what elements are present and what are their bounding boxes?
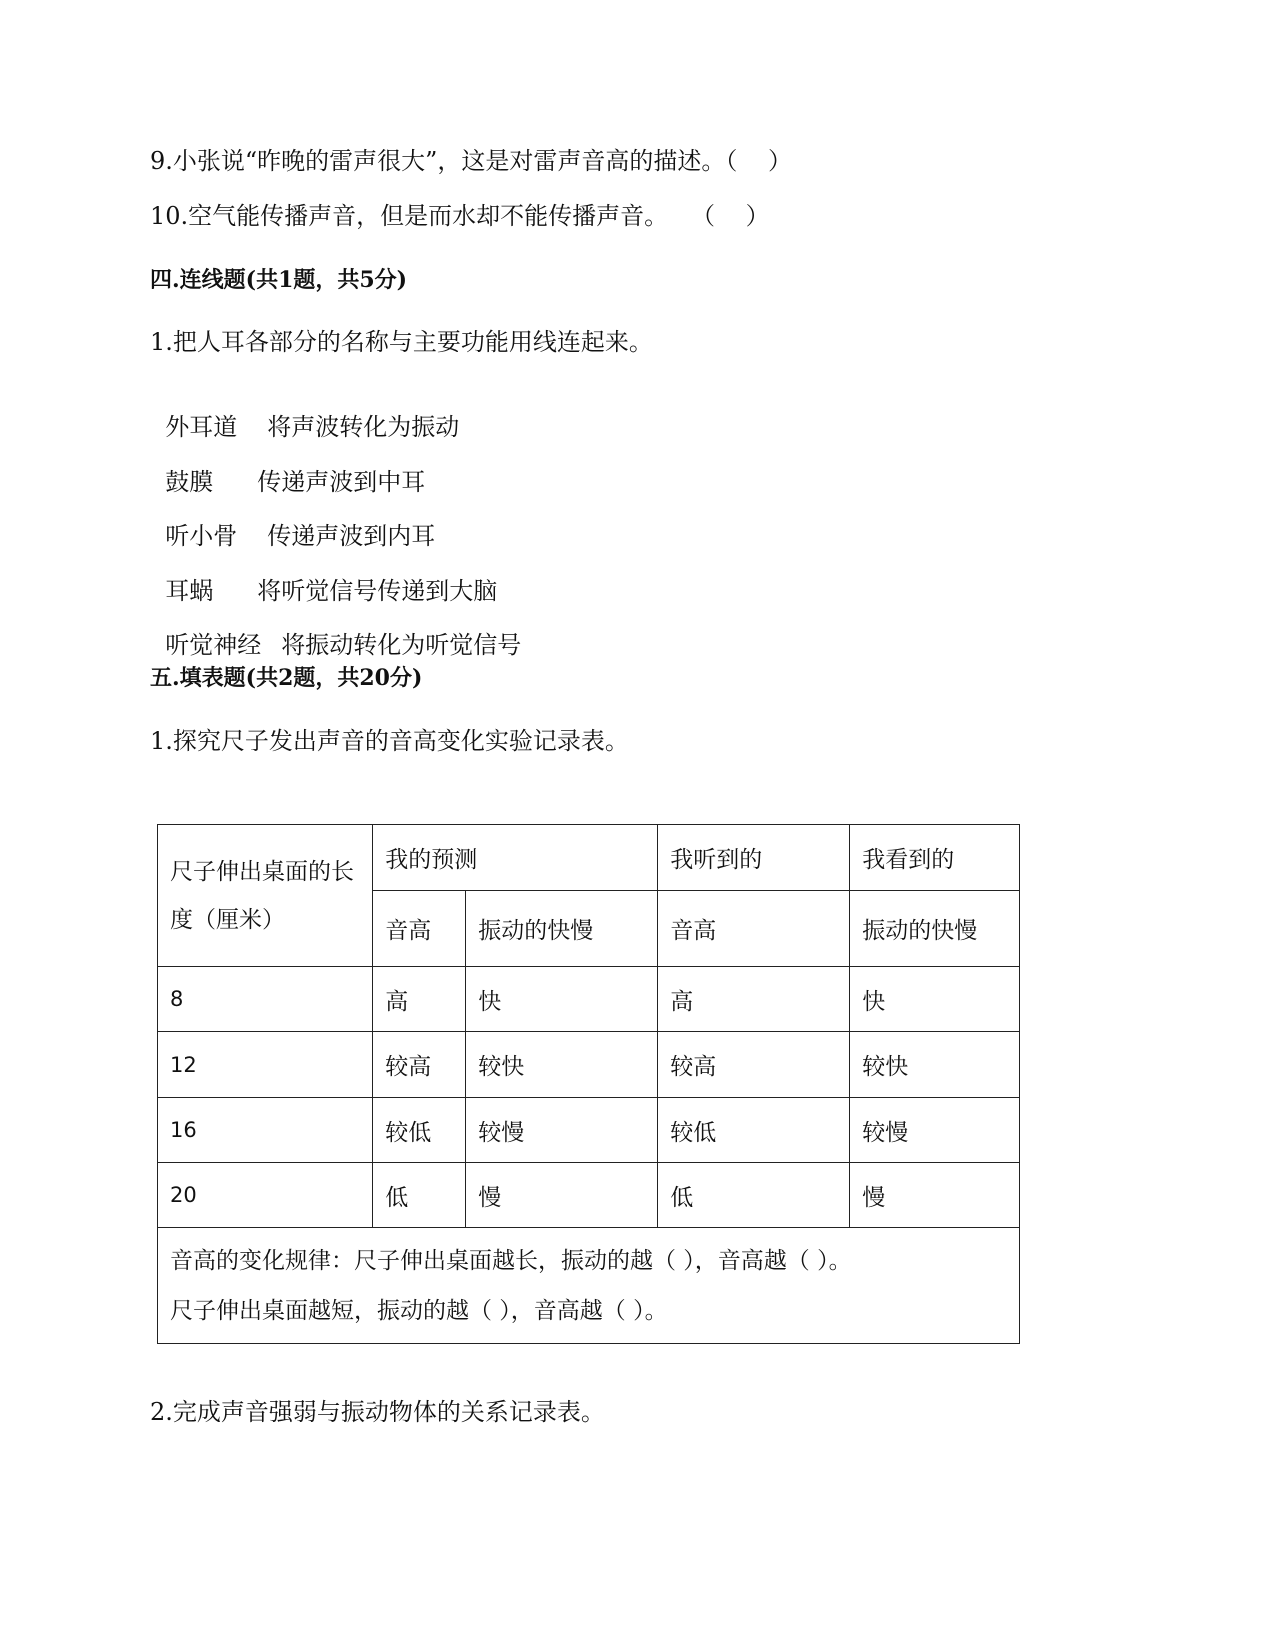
section-heading-table: 五.填表题(共2题，共20分) bbox=[150, 665, 423, 691]
question-10: 10.空气能传播声音，但是而水却不能传播声音。 （ ） bbox=[150, 202, 770, 230]
sub-header-pitch: 音高 bbox=[373, 891, 466, 967]
matching-pair bbox=[150, 546, 497, 606]
ear-part-function: 将振动转化为听觉信号 bbox=[281, 631, 522, 659]
ruler-length-header: 尺子伸出桌面的长度（厘米） bbox=[158, 825, 373, 967]
table-question-2: 2.完成声音强弱与振动物体的关系记录表。 bbox=[150, 1398, 605, 1426]
table-cell: 较快 bbox=[850, 1032, 1020, 1098]
matching-pair bbox=[150, 491, 435, 551]
ear-part-function: 将听觉信号传递到大脑 bbox=[257, 577, 498, 605]
heard-header: 我听到的 bbox=[658, 825, 850, 891]
table-cell: 低 bbox=[373, 1163, 466, 1228]
length-cell: 20 bbox=[158, 1163, 373, 1228]
matching-pair bbox=[150, 600, 521, 660]
table-row bbox=[158, 1098, 1020, 1163]
table-cell: 较低 bbox=[658, 1098, 850, 1163]
matching-pair bbox=[150, 382, 459, 442]
table-row bbox=[158, 1163, 1020, 1228]
table-cell: 慢 bbox=[466, 1163, 658, 1228]
length-cell: 8 bbox=[158, 967, 373, 1032]
seen-header: 我看到的 bbox=[850, 825, 1020, 891]
length-cell: 16 bbox=[158, 1098, 373, 1163]
table-cell: 较慢 bbox=[850, 1098, 1020, 1163]
question-9: 9.小张说“昨晚的雷声很大”，这是对雷声音高的描述。（ ） bbox=[150, 147, 792, 175]
matching-question: 1.把人耳各部分的名称与主要功能用线连起来。 bbox=[150, 328, 653, 356]
ear-part-function: 将声波转化为振动 bbox=[267, 413, 460, 441]
section-heading-matching: 四.连线题(共1题，共5分) bbox=[150, 267, 408, 293]
ear-part-term: 耳蜗 bbox=[165, 577, 214, 605]
table-question-1: 1.探究尺子发出声音的音高变化实验记录表。 bbox=[150, 727, 629, 755]
table-cell: 较快 bbox=[466, 1032, 658, 1098]
table-row bbox=[158, 1032, 1020, 1098]
table-cell: 慢 bbox=[850, 1163, 1020, 1228]
ear-part-function: 传递声波到中耳 bbox=[257, 468, 426, 496]
sub-header-vibration: 振动的快慢 bbox=[850, 891, 1020, 967]
sub-header-pitch: 音高 bbox=[658, 891, 850, 967]
matching-pair bbox=[150, 437, 425, 497]
pitch-rule-line-1: 音高的变化规律：尺子伸出桌面越长，振动的越（ ），音高越（ ）。 bbox=[170, 1247, 852, 1274]
pitch-rule-cell bbox=[158, 1228, 1020, 1344]
table-cell: 较高 bbox=[658, 1032, 850, 1098]
ruler-pitch-record-table bbox=[157, 824, 1020, 1344]
ear-part-term: 外耳道 bbox=[165, 413, 238, 441]
table-cell: 较低 bbox=[373, 1098, 466, 1163]
table-cell: 高 bbox=[373, 967, 466, 1032]
length-cell: 12 bbox=[158, 1032, 373, 1098]
ear-part-function: 传递声波到内耳 bbox=[267, 522, 436, 550]
table-cell: 低 bbox=[658, 1163, 850, 1228]
table-cell: 快 bbox=[466, 967, 658, 1032]
table-cell: 快 bbox=[850, 967, 1020, 1032]
table-cell: 较慢 bbox=[466, 1098, 658, 1163]
prediction-header: 我的预测 bbox=[373, 825, 658, 891]
pitch-rule-line-2: 尺子伸出桌面越短，振动的越（ ），音高越（ ）。 bbox=[170, 1297, 668, 1324]
ear-part-term: 听小骨 bbox=[165, 522, 238, 550]
table-row bbox=[158, 967, 1020, 1032]
sub-header-vibration: 振动的快慢 bbox=[466, 891, 658, 967]
ear-part-term: 听觉神经 bbox=[165, 631, 262, 659]
table-cell: 较高 bbox=[373, 1032, 466, 1098]
table-cell: 高 bbox=[658, 967, 850, 1032]
ear-part-term: 鼓膜 bbox=[165, 468, 214, 496]
